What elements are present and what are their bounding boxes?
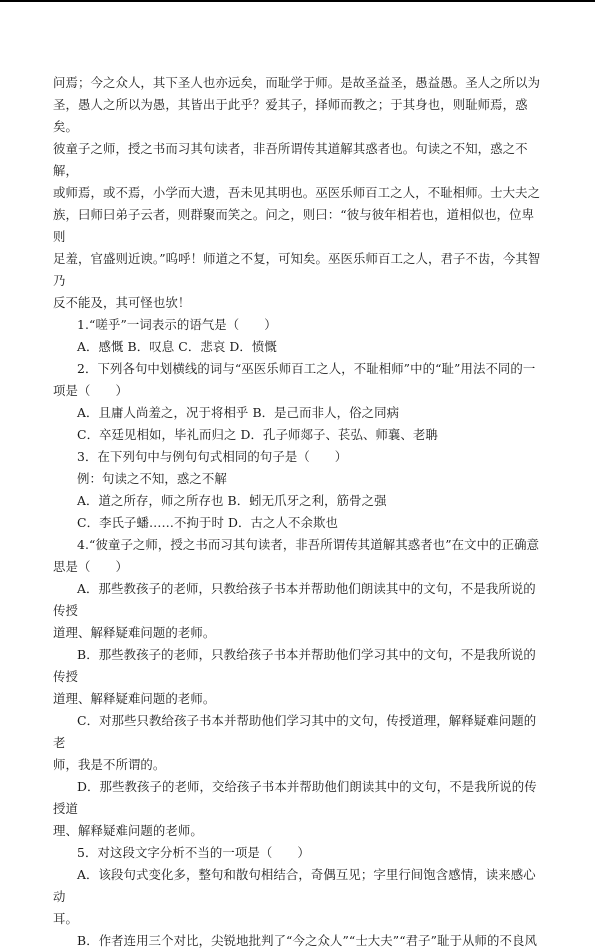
question-stem: 1.“嗟乎”一词表示的语气是（ ） bbox=[77, 317, 277, 332]
question-option: B．作者连用三个对比，尖锐地批判了“今之众人”“士大夫”“君子”耻于从师的不良风 bbox=[77, 933, 538, 948]
question-stem: 5．对这段文字分析不当的一项是（ ） bbox=[77, 845, 310, 860]
question-stem: 2．下列各句中划横线的词与“巫医乐师百工之人，不耻相师”中的“耻”用法不同的一 bbox=[77, 361, 536, 376]
question-option-cont: 理、解释疑难问题的老师。 bbox=[53, 823, 203, 838]
question-stem-cont: 项是（ ） bbox=[53, 383, 128, 398]
question-option-cont: 师，我是不所谓的。 bbox=[53, 757, 166, 772]
question-option-cont: 耳。 bbox=[53, 911, 78, 926]
passage bbox=[53, 72, 543, 314]
question-option-cont: 道理、解释疑难问题的老师。 bbox=[53, 691, 216, 706]
question-option: A．该段句式变化多，整句和散句相结合，奇偶互见；字里行间饱含感情，读来感心动 bbox=[53, 867, 536, 904]
question-stem-cont: 思是（ ） bbox=[53, 559, 128, 574]
passage-line: 族，曰师曰弟子云者，则群聚而笑之。问之，则曰：“彼与彼年相若也，道相似也，位卑则 bbox=[53, 207, 535, 244]
question-5 bbox=[53, 842, 543, 952]
question-option: A．感慨 B．叹息 C．悲哀 D．愤慨 bbox=[77, 339, 277, 354]
passage-line: 问焉；今之众人，其下圣人也亦远矣，而耻学于师。是故圣益圣，愚益愚。圣人之所以为 bbox=[53, 75, 541, 90]
question-example: 例：句读之不知，惑之不解 bbox=[77, 471, 227, 486]
question-option: A．道之所存，师之所存也 B．蚓无爪牙之利，筋骨之强 bbox=[77, 493, 387, 508]
question-option-cont: 道理、解释疑难问题的老师。 bbox=[53, 625, 216, 640]
question-option: A．那些教孩子的老师，只教给孩子书本并帮助他们朗读其中的文句，不是我所说的传授 bbox=[53, 581, 536, 618]
passage-line: 彼童子之师，授之书而习其句读者，非吾所谓传其道解其惑者也。句读之不知，惑之不解， bbox=[53, 141, 528, 178]
question-1 bbox=[53, 314, 543, 358]
page-top-rule bbox=[0, 0, 595, 2]
passage-line: 足羞，官盛则近谀。”呜呼！师道之不复，可知矣。巫医乐师百工之人，君子不齿，今其智乃 bbox=[53, 251, 541, 288]
question-2 bbox=[53, 358, 543, 446]
question-option: D．那些教孩子的老师，交给孩子书本并帮助他们朗读其中的文句，不是我所说的传授道 bbox=[53, 779, 537, 816]
question-option: C．卒廷见相如，毕礼而归之 D．孔子师郯子、苌弘、师襄、老聃 bbox=[77, 427, 438, 442]
question-option: C．对那些只教给孩子书本并帮助他们学习其中的文句，传授道理，解释疑难问题的老 bbox=[53, 713, 537, 750]
passage-line: 圣，愚人之所以为愚，其皆出于此乎？爱其子，择师而教之；于其身也，则耻师焉，惑矣。 bbox=[53, 97, 528, 134]
passage-line: 或师焉，或不焉，小学而大遗，吾未见其明也。巫医乐师百工之人，不耻相师。士大夫之 bbox=[53, 185, 541, 200]
passage-line: 反不能及，其可怪也欤！ bbox=[53, 295, 191, 310]
question-option: A．且庸人尚羞之，况于将相乎 B．是己而非人，俗之同病 bbox=[77, 405, 400, 420]
question-option: B．那些教孩子的老师，只教给孩子书本并帮助他们学习其中的文句，不是我所说的传授 bbox=[53, 647, 536, 684]
question-option: C．李氏子蟠……不拘于时 D．古之人不余欺也 bbox=[77, 515, 338, 530]
document-body bbox=[53, 72, 543, 952]
question-3 bbox=[53, 446, 543, 534]
question-stem: 3．在下列句中与例句句式相同的句子是（ ） bbox=[77, 449, 348, 464]
question-4 bbox=[53, 534, 543, 842]
question-stem: 4.“彼童子之师，授之书而习其句读者，非吾所谓传其道解其惑者也”在文中的正确意 bbox=[77, 537, 540, 552]
